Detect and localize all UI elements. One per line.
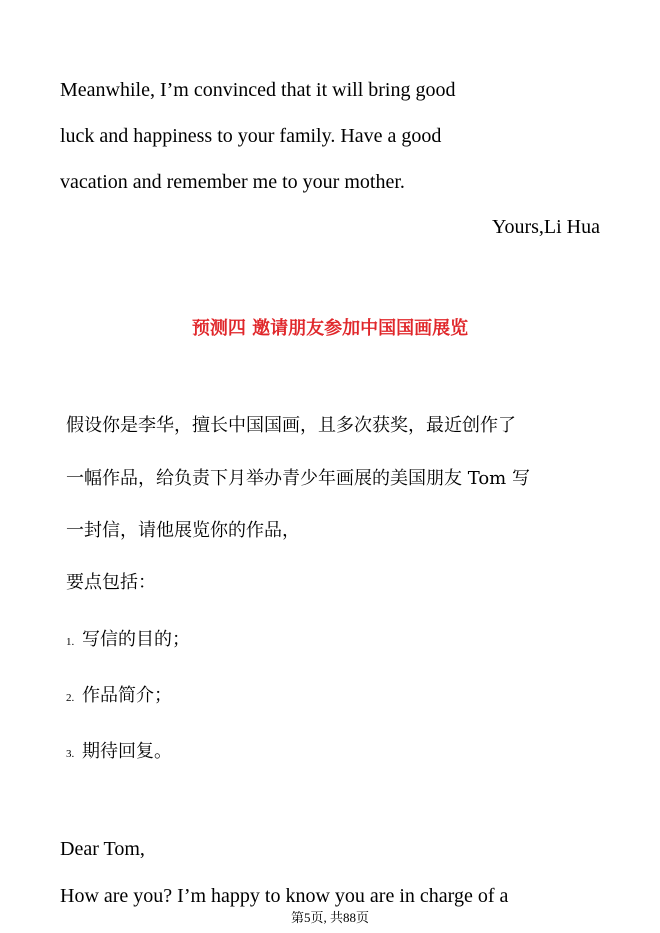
point-number: 2. [66,692,75,704]
point-text: 写信的目的； [82,629,190,650]
letter-first-line: How are you? I’m happy to know you are in charge of a [60,885,509,907]
point-item [66,628,190,654]
letter-greeting: Dear Tom, [60,838,145,860]
letter-end-line-2: luck and happiness to your family. Have a good [60,125,442,147]
letter-signature: Yours,Li Hua [492,216,600,238]
letter-end-line-1: Meanwhile, I’m convinced that it will bring good [60,79,456,101]
point-text: 作品简介； [82,685,172,706]
point-item [66,740,172,766]
point-number: 3. [66,748,75,760]
points-label: 要点包括： [66,572,156,593]
task-line-2: 一幅作品，给负责下月举办青少年画展的美国朋友 Tom 写 [66,468,530,489]
task-line-1: 假设你是李华，擅长中国国画，且多次获奖，最近创作了 [66,415,516,436]
point-item [66,684,172,710]
page-footer: 第5页, 共88页 [290,910,369,925]
task-line-3: 一封信，请他展览你的作品， [66,520,300,541]
point-text: 期待回复。 [82,741,172,762]
point-number: 1. [66,636,75,648]
letter-end-line-3: vacation and remember me to your mother. [60,171,405,193]
section-title: 预测四 邀请朋友参加中国国画展览 [191,318,469,339]
